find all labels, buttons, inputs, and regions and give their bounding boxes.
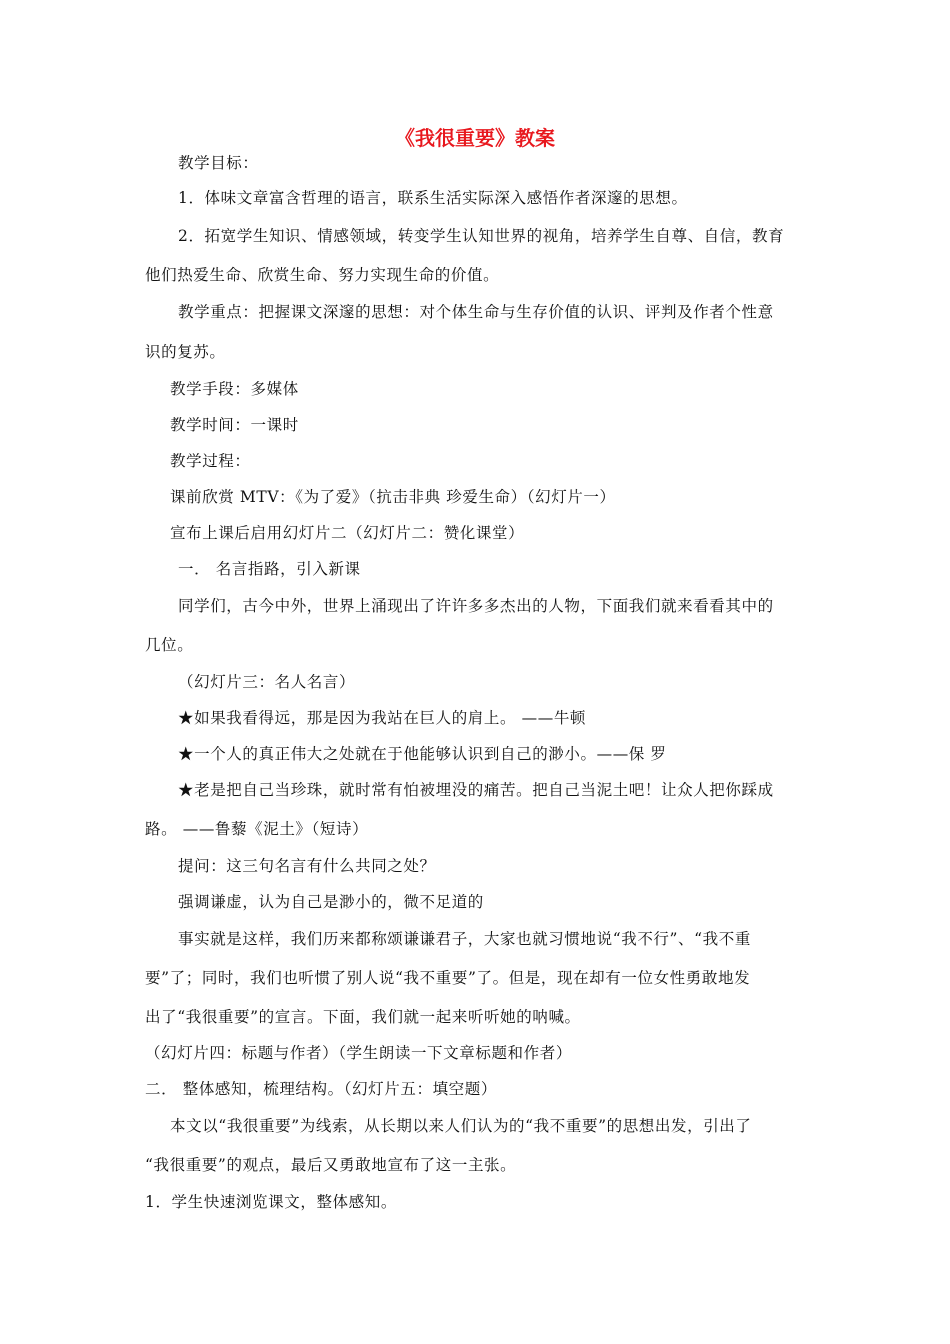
paragraph-line: 教学过程：: [170, 452, 251, 470]
paragraph-line: （幻灯片四：标题与作者）（学生朗读一下文章标题和作者）: [145, 1044, 572, 1062]
paragraph-line: 要”了；同时，我们也听惯了别人说“我不重要”了。但是，现在却有一位女性勇敢地发: [145, 969, 751, 987]
paragraph-line: 事实就是这样，我们历来都称颂谦谦君子，大家也就习惯地说“我不行”、“我不重: [178, 930, 751, 948]
paragraph-line: 提问：这三句名言有什么共同之处？: [178, 857, 436, 875]
paragraph-line: 出了“我很重要”的宣言。下面，我们就一起来听听她的呐喊。: [145, 1008, 581, 1026]
paragraph-line: 1．体味文章富含哲理的语言，联系生活实际深入感悟作者深邃的思想。: [178, 189, 688, 207]
document-title: 《我很重要》教案: [395, 126, 555, 150]
quote-line: ★老是把自己当珍珠，就时常有怕被埋没的痛苦。把自己当泥土吧！让众人把你踩成: [178, 781, 774, 799]
section-heading: 一． 名言指路，引入新课: [178, 560, 361, 578]
paragraph-line: 本文以“我很重要”为线索，从长期以来人们认为的“我不重要”的思想出发，引出了: [170, 1117, 752, 1135]
paragraph-line: 教学手段：多媒体: [170, 380, 299, 398]
paragraph-line: （幻灯片三：名人名言）: [178, 673, 356, 691]
paragraph-line: 他们热爱生命、欣赏生命、努力实现生命的价值。: [145, 266, 500, 284]
paragraph-line: 教学时间：一课时: [170, 416, 299, 434]
section-heading: 二． 整体感知，梳理结构。（幻灯片五：填空题）: [145, 1080, 497, 1098]
paragraph-line: 几位。: [145, 636, 194, 654]
paragraph-line: 教学目标：: [178, 154, 259, 172]
quote-line: ★一个人的真正伟大之处就在于他能够认识到自己的渺小。——保 罗: [178, 745, 667, 763]
paragraph-line: 宣布上课后启用幻灯片二（幻灯片二：赞化课堂）: [170, 524, 525, 542]
paragraph-line: 课前欣赏 MTV：《为了爱》（抗击非典 珍爱生命）（幻灯片一）: [170, 488, 616, 506]
paragraph-line: 识的复苏。: [145, 343, 226, 361]
paragraph-line: 1．学生快速浏览课文，整体感知。: [145, 1193, 397, 1211]
paragraph-line: 同学们，古今中外，世界上涌现出了许许多多杰出的人物，下面我们就来看看其中的: [178, 597, 774, 615]
paragraph-line: 强调谦虚，认为自己是渺小的，微不足道的: [178, 893, 484, 911]
quote-line: ★如果我看得远，那是因为我站在巨人的肩上。 ——牛顿: [178, 709, 587, 727]
paragraph-line: 2．拓宽学生知识、情感领域，转变学生认知世界的视角，培养学生自尊、自信，教育: [178, 227, 785, 245]
paragraph-line: “我很重要”的观点，最后又勇敢地宣布了这一主张。: [145, 1156, 517, 1174]
paragraph-line: 教学重点：把握课文深邃的思想：对个体生命与生存价值的认识、评判及作者个性意: [178, 303, 774, 321]
quote-line: 路。 ——鲁藜《泥土》（短诗）: [145, 820, 369, 838]
